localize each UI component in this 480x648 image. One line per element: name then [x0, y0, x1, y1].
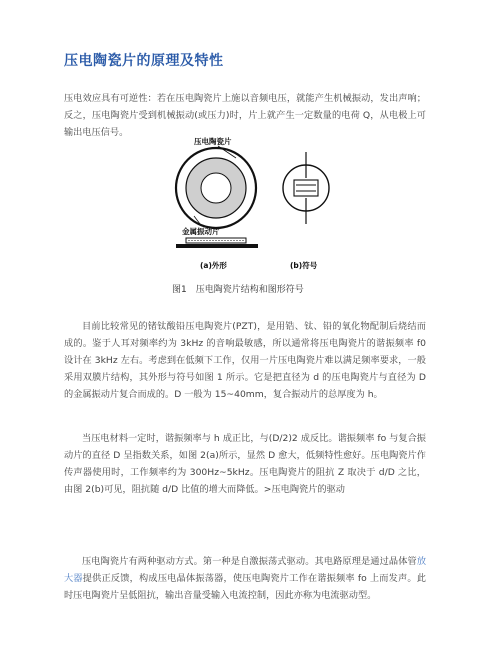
label-ceramic: 压电陶瓷片 [194, 137, 232, 146]
label-metal: 金属振动片 [182, 227, 220, 236]
paragraph-resonance: 当压电材料一定时，谐振频率与 h 成正比，与(D/2)2 成反比。谐振频率 fo 与复合振动片的直径 D 呈指数关系，如图 2(a)所示，显然 D 愈大，低频特性愈好。压电陶瓷片作传声器使用时，工作频率约为 300Hz~5kHz。压电陶瓷片的阻抗 Z 取决于 d/D 之比，由图 2(b)可见，阻抗随 d/D 比值的增大而降低。>压电陶瓷片的驱动 [64, 433, 426, 495]
figure-1 [160, 132, 340, 280]
paragraph-drive [64, 553, 426, 604]
symbol-plate [294, 180, 318, 196]
side-view-metal [176, 244, 258, 248]
label-b: (b)符号 [290, 261, 318, 270]
electrode-center [201, 173, 231, 203]
label-a: (a)外形 [200, 261, 227, 270]
drive-text-before: 压电陶瓷片有两种驱动方式。第一种是自激振荡式驱动。其电路原理是通过晶体管 [82, 556, 417, 567]
figure-1-drawing [160, 132, 340, 280]
paragraph-intro: 压电效应具有可逆性：若在压电陶瓷片上施以音频电压，就能产生机械振动，发出声响；反之，压电陶瓷片受到机械振动(或压力)时，片上就产生一定数量的电荷 Q，从电极上可输出电压信号。 [64, 93, 426, 138]
paragraph-pzt: 目前比较常见的锗钛酸铅压电陶瓷片(PZT)，是用锆、钛、铅的氧化物配制后烧结而成的。鉴于人耳对频率约为 3kHz 的音响最敏感，所以通常将压电陶瓷片的谐振频率 f0 设计在 3kHz 左右。考虑到在低频下工作，仅用一片压电陶瓷片难以满足频率要求，一般采用双膜片结构，其外形与符号如图 1 所示。它是把直径为 d 的压电陶瓷片与直径为 D 的金属振动片复合而成的。D 一般为 15~40mm，复合振动片的总厚度为 h。 [64, 321, 426, 400]
figure-caption: 图1 压电陶瓷片结构和图形符号 [172, 285, 304, 295]
drive-text-after: 提供正反馈，构成压电晶体振荡器，使压电陶瓷片工作在谐振频率 fo 上而发声。此时压电陶瓷片呈低阻抗，输出音量受输入电流控制，因此亦称为电流驱动型。 [64, 573, 426, 601]
page-title: 压电陶瓷片的原理及特性 [64, 53, 224, 69]
amplifier-link[interactable]: 放大器 [64, 556, 426, 584]
